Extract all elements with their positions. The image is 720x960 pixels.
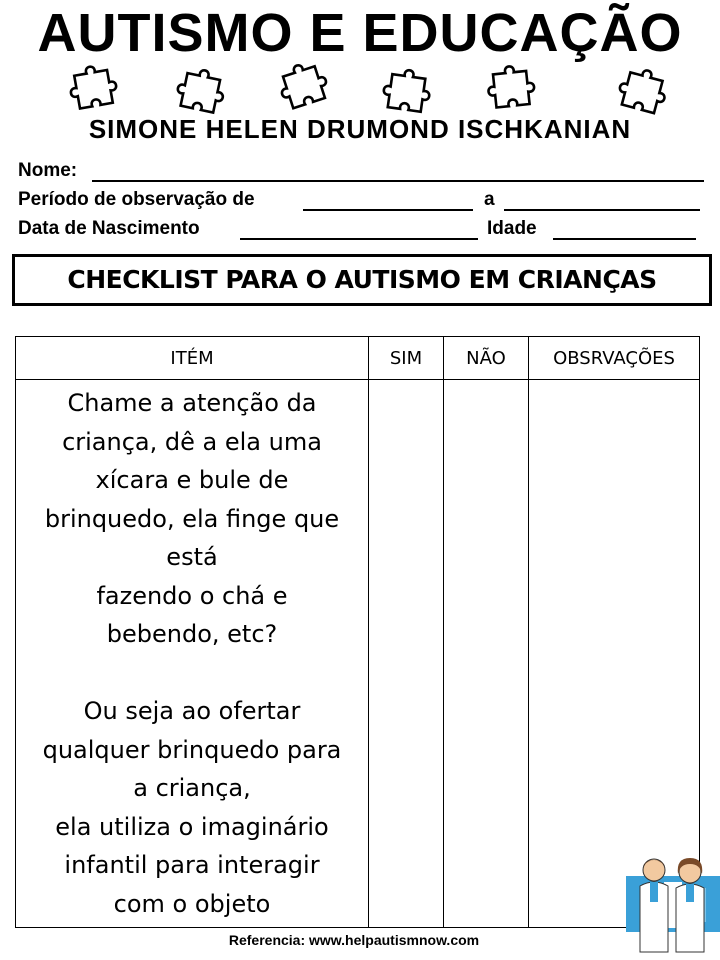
doctors-illustration bbox=[626, 852, 720, 957]
name-label: Nome: bbox=[18, 160, 78, 181]
author-name: SIMONE HELEN DRUMOND ISCHKANIAN bbox=[88, 114, 632, 144]
puzzle-decoration bbox=[0, 58, 720, 118]
yes-cell[interactable] bbox=[369, 380, 444, 928]
table-header-row bbox=[16, 337, 700, 380]
item-text: Chame a atenção da criança, dê a ela uma xícara e bule de brinquedo, ela finge que está fazendo o chá e bebendo, etc? Ou seja ao ofertar qualquer brinquedo para a criança, ela utiliza o imaginário infantil para interagir com o objeto bbox=[42, 389, 342, 918]
puzzle-piece-icon bbox=[271, 51, 337, 117]
age-label: Idade bbox=[487, 218, 537, 239]
column-header-observations: OBSRVAÇÕES bbox=[529, 337, 700, 380]
column-header-no: NÃO bbox=[444, 337, 529, 380]
puzzle-piece-icon bbox=[171, 59, 233, 121]
period-to-label: a bbox=[484, 189, 495, 210]
table-row bbox=[16, 380, 700, 928]
page-title: AUTISMO E EDUCAÇÃO bbox=[37, 3, 683, 63]
no-cell[interactable] bbox=[444, 380, 529, 928]
reference-text: Referencia: www.helpautismnow.com bbox=[228, 932, 480, 948]
birth-date-label: Data de Nascimento bbox=[18, 218, 200, 239]
puzzle-piece-icon bbox=[379, 61, 438, 120]
name-field[interactable] bbox=[92, 180, 704, 182]
period-end-field[interactable] bbox=[504, 209, 700, 211]
period-label: Período de observação de bbox=[18, 189, 255, 210]
observations-cell[interactable] bbox=[529, 380, 700, 928]
puzzle-piece-icon bbox=[612, 58, 676, 122]
puzzle-piece-icon bbox=[64, 56, 124, 116]
column-header-yes: SIM bbox=[369, 337, 444, 380]
item-cell bbox=[16, 380, 369, 928]
column-header-item: ITÉM bbox=[16, 337, 369, 380]
checklist-table bbox=[15, 336, 700, 928]
puzzle-piece-icon bbox=[483, 57, 540, 114]
period-start-field[interactable] bbox=[303, 209, 473, 211]
age-field[interactable] bbox=[553, 238, 696, 240]
checklist-title: CHECKLIST PARA O AUTISMO EM CRIANÇAS bbox=[12, 254, 712, 306]
birth-date-field[interactable] bbox=[240, 238, 478, 240]
